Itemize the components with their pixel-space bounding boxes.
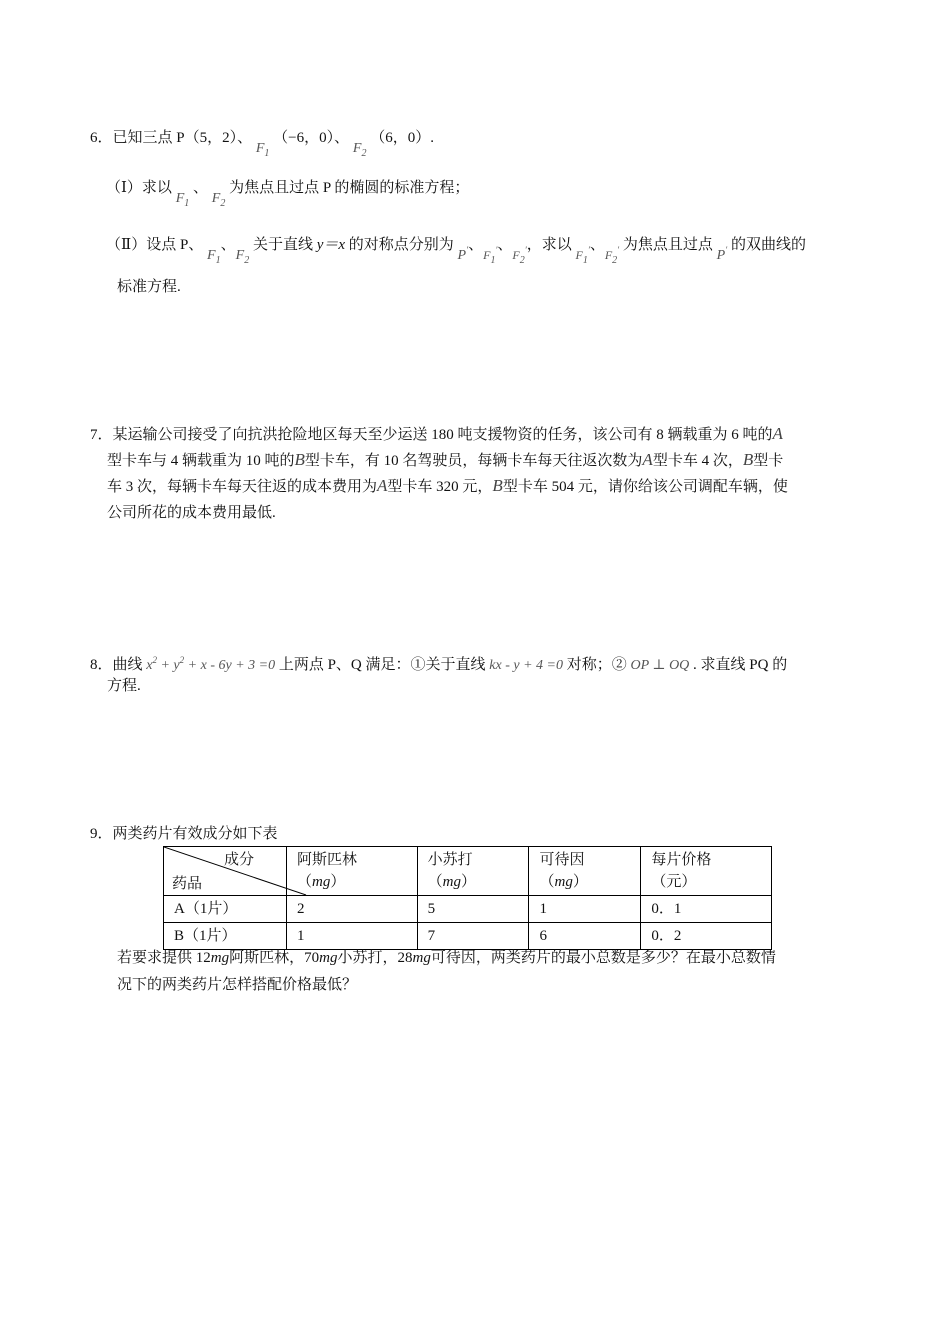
f1-symbol: $F_1$: [255, 141, 270, 159]
q6-part1-a: （Ⅰ）求以: [106, 180, 172, 196]
cell-value: 2: [287, 896, 418, 923]
q7-text-5: 型卡: [753, 453, 784, 469]
circle-equation: $x^2 + y^2 + x - 6y + 3 =0$: [146, 655, 276, 673]
header-drug-label: 药品: [172, 876, 203, 892]
cell-value: 6: [529, 923, 641, 950]
f2-prime-symbol: F2′: [512, 245, 527, 266]
f1-prime-symbol: F1′: [575, 245, 590, 266]
q7-text-3: 型卡车，有 10 名驾驶员，每辆卡车每天往返次数为: [304, 453, 643, 469]
f2-symbol: $F_2$: [235, 248, 250, 266]
q6-part2-c: 的对称点分别为: [348, 237, 454, 253]
perpendicular-condition: OP ⊥ OQ: [630, 658, 690, 673]
q8-line2: 方程.: [107, 678, 141, 694]
q7-line4: 公司所花的成本费用最低.: [107, 505, 276, 521]
header-baking-soda: 小苏打 （mg）: [417, 847, 529, 896]
q6-part1-b: 为焦点且过点 P 的椭圆的标准方程；: [229, 180, 470, 196]
q7-text-4: 型卡车 4 次，: [652, 453, 743, 469]
q7-text-8: 型卡车 504 元，请你给该公司调配车辆，使: [502, 479, 788, 495]
q6-part2-continued: 标准方程.: [117, 279, 181, 295]
q8-line1: [90, 650, 787, 676]
table-header-row: [164, 847, 772, 896]
cell-value: 7: [417, 923, 529, 950]
q6-part2-b: 关于直线: [252, 237, 313, 253]
q7-text-6: 车 3 次，每辆卡车每天往返的成本费用为: [107, 479, 378, 495]
f2-symbol: $F_2$: [211, 191, 226, 209]
q7-text-1: 7．某运输公司接受了向抗洪抢险地区每天至少运送 180 吨支援物资的任务，该公司有 8 辆载重为 6 吨的: [90, 427, 773, 443]
cell-value: 1: [287, 923, 418, 950]
q8-text-c: 对称；②: [566, 657, 627, 673]
unit-mg: mg: [412, 950, 431, 966]
f2-prime-symbol: F2′: [604, 245, 620, 266]
q7-type-b: B: [294, 450, 305, 469]
q9-title: 9．两类药片有效成分如下表: [90, 826, 278, 842]
q6-line-equation: y＝x: [316, 237, 346, 253]
cell-value: 1: [529, 896, 641, 923]
cell-value: 5: [417, 896, 529, 923]
q6-line1: [90, 128, 434, 159]
row-label: B（1片）: [164, 923, 287, 950]
q8-text-a: 8．曲线: [90, 657, 143, 673]
q7-type-a: A: [772, 424, 783, 443]
unit-mg: mg: [210, 950, 230, 966]
f2-symbol: $F_2$: [352, 141, 367, 159]
q6-part2-f: 的双曲线的: [730, 237, 806, 253]
header-codeine: 可待因 （mg）: [529, 847, 641, 896]
row-label: A（1片）: [164, 896, 287, 923]
q6-part1-sep: 、: [193, 180, 209, 196]
header-aspirin: 阿斯匹林 （mg）: [287, 847, 418, 896]
q9-question-line2: 况下的两类药片怎样搭配价格最低？: [117, 977, 358, 993]
q7-type-a: A: [377, 476, 388, 495]
q7-text-7: 型卡车 320 元，: [387, 479, 493, 495]
q8-text-d: . 求直线 PQ 的: [693, 657, 788, 673]
q7-text-2: 型卡车与 4 辆载重为 10 吨的: [107, 453, 295, 469]
q6-part2-d: ，求以: [526, 237, 572, 253]
q7-type-b: B: [492, 476, 503, 495]
q9-question-line1: 若要求提供 12mg阿斯匹林，70mg小苏打，28mg可待因，两类药片的最小总数是多少？在最小总数情: [117, 950, 776, 966]
cell-value: 0．1: [641, 896, 772, 923]
q7-line2: [107, 450, 783, 471]
f1-prime-symbol: F1′: [483, 245, 498, 266]
q6-part2-e: 为焦点且过点: [622, 237, 713, 253]
f1-symbol: $F_1$: [175, 191, 190, 209]
p-prime-symbol: P′: [716, 245, 728, 263]
q8-text-b: 上两点 P、Q 满足：①关于直线: [278, 657, 486, 673]
cell-value: 0．2: [641, 923, 772, 950]
q6-part2: （Ⅱ）设点 P、 $F_1$、$F_2$ 关于直线 y＝x 的对称点分别为 P′、$_{F_1'}$、$_{F_2'}$，求以 $_{F_1'}$、$_{F_2'}$ 为焦点且过点 P′ 的双曲线的: [106, 237, 806, 266]
q7-type-a: A: [642, 450, 653, 469]
q6-intro: 6．已知三点 P（5，2）、: [90, 130, 253, 146]
table-row: [164, 923, 772, 950]
q7-type-b: B: [742, 450, 754, 469]
drug-table: [163, 846, 772, 950]
p-prime-symbol: P′: [457, 245, 469, 263]
unit-mg: mg: [319, 950, 338, 966]
q6-f1-coords: （−6，0）、: [273, 130, 350, 146]
q6-f2-coords: （6，0）.: [370, 130, 434, 146]
q6-part2-a: （Ⅱ）设点 P、: [106, 237, 204, 253]
f1-symbol: $F_1$: [207, 248, 221, 266]
q7-line1: [90, 424, 783, 445]
line-equation: kx - y + 4 =0: [489, 658, 563, 673]
table-row: [164, 896, 772, 923]
q6-part1: [106, 178, 470, 209]
header-price: 每片价格 （元）: [641, 847, 772, 896]
diagonal-header-cell: [164, 847, 287, 896]
header-component-label: 成分: [224, 852, 255, 868]
q7-line3: [107, 476, 788, 497]
